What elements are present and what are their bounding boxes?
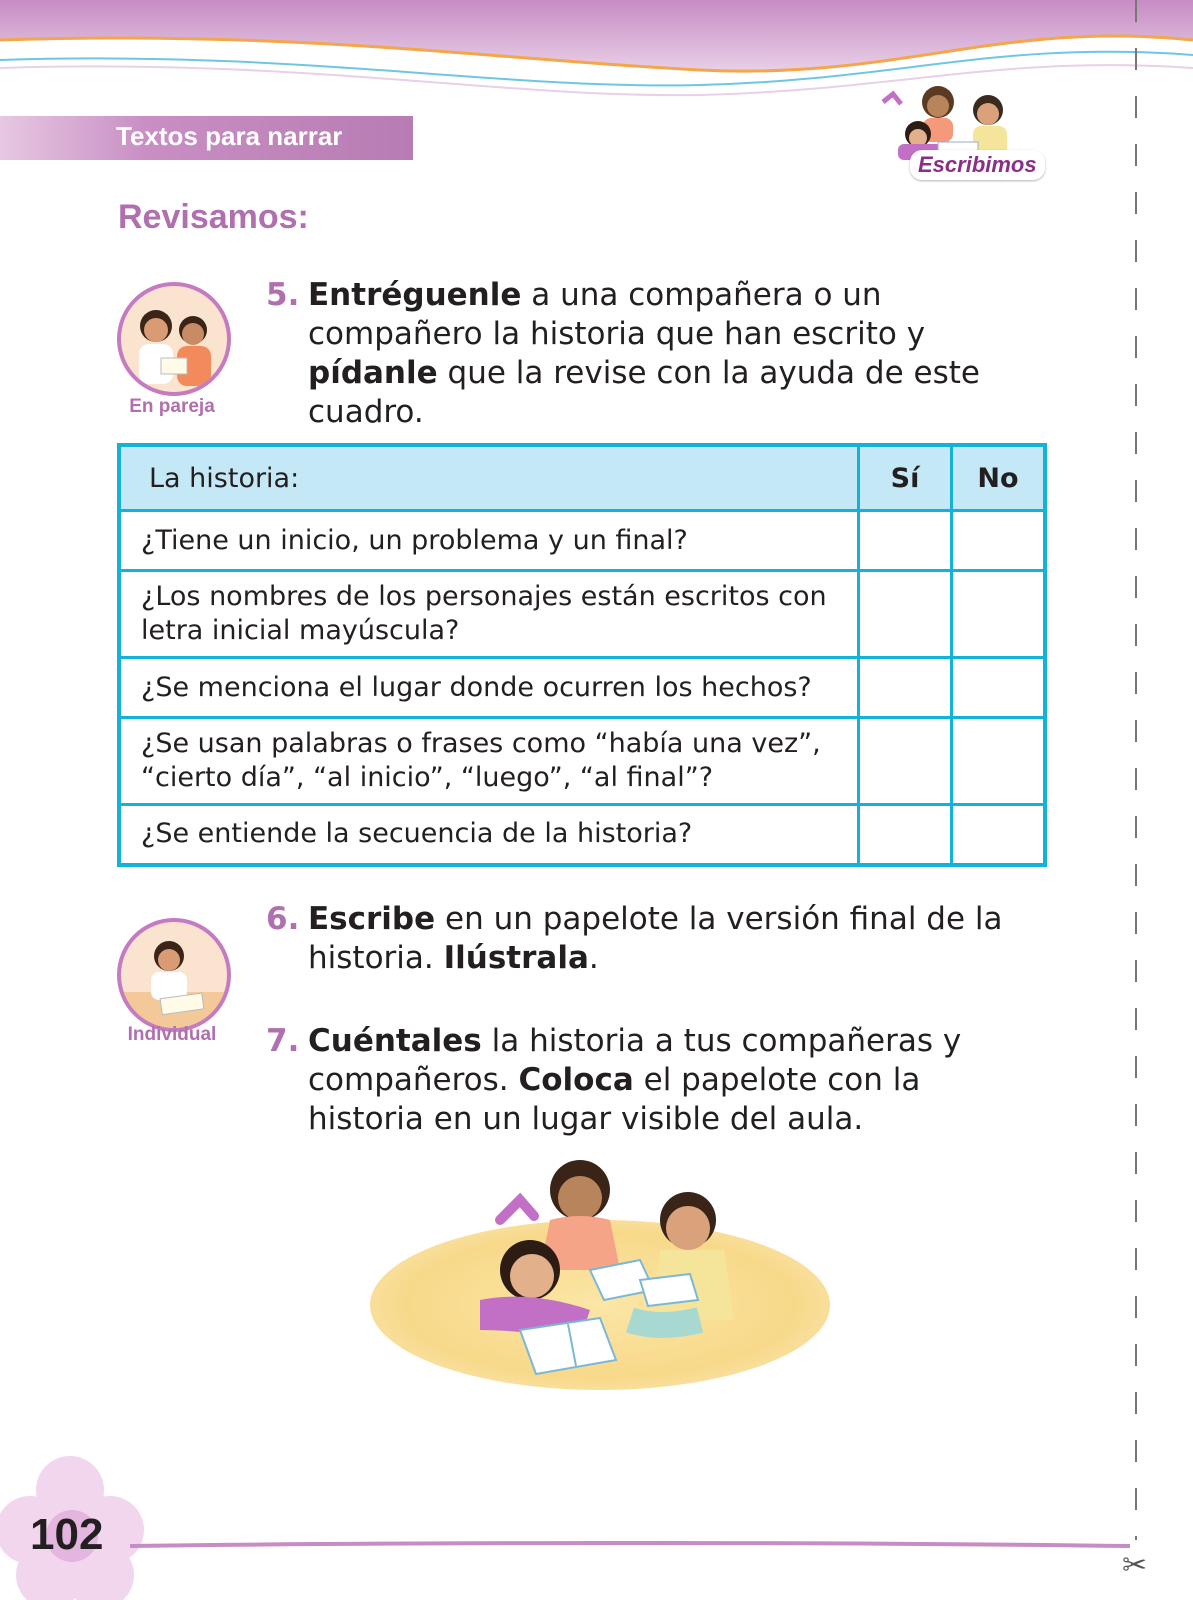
individual-work-avatar xyxy=(117,918,231,1032)
task-6-verb-2: Ilústrala xyxy=(443,940,589,976)
review-checklist-table xyxy=(117,443,1047,867)
no-checkbox-cell[interactable] xyxy=(952,658,1046,718)
individual-mode-label: Individual xyxy=(127,1024,217,1045)
scissors-icon: ✂ xyxy=(1122,1548,1148,1583)
task-5-text-2: que la revise con la ayuda de este cuadro. xyxy=(308,355,980,430)
pair-work-avatar xyxy=(117,282,231,396)
row-question: ¿Los nombres de los personajes están escritos con letra inicial mayúscula? xyxy=(119,571,859,658)
table-row xyxy=(119,571,1045,658)
table-row xyxy=(119,718,1045,805)
section-tab xyxy=(0,116,413,160)
cut-dashed-line xyxy=(1134,0,1138,1600)
yes-checkbox-cell[interactable] xyxy=(859,718,952,805)
task-5-number: 5. xyxy=(266,277,300,313)
yes-checkbox-cell[interactable] xyxy=(859,571,952,658)
section-tab-label: Textos para narrar xyxy=(116,121,343,151)
page-number: 102 xyxy=(30,1510,104,1559)
no-checkbox-cell[interactable] xyxy=(952,805,1046,865)
task-6-instruction xyxy=(266,900,1006,978)
yes-checkbox-cell[interactable] xyxy=(859,805,952,865)
yes-checkbox-cell[interactable] xyxy=(859,511,952,571)
task-7-instruction xyxy=(266,1022,1006,1139)
child-writing-icon xyxy=(121,922,227,1028)
no-checkbox-cell[interactable] xyxy=(952,571,1046,658)
row-question: ¿Se usan palabras o frases como “había una vez”, “cierto día”, “al inicio”, “luego”, “al final”? xyxy=(119,718,859,805)
task-5-text-1: a una compañera o un compañero la historia que han escrito y xyxy=(308,277,926,352)
task-5-instruction xyxy=(266,276,996,432)
header-question: La historia: xyxy=(119,445,859,511)
task-6-text-1: en un papelote la versión final de la historia. xyxy=(308,901,1003,976)
task-6-verb-1: Escribe xyxy=(308,901,436,937)
page-title: Revisamos: xyxy=(118,198,309,236)
table-header-row xyxy=(119,445,1045,511)
task-5-verb-2: pídanle xyxy=(308,355,438,391)
pair-mode-label: En pareja xyxy=(129,396,215,417)
task-7-text-2: el papelote con la historia en un lugar visible del aula. xyxy=(308,1062,921,1137)
yes-checkbox-cell[interactable] xyxy=(859,658,952,718)
task-5-verb-1: Entréguenle xyxy=(308,277,522,313)
children-reading-illustration xyxy=(440,1150,800,1410)
row-question: ¿Tiene un inicio, un problema y un final? xyxy=(119,511,859,571)
row-question: ¿Se menciona el lugar donde ocurren los hechos? xyxy=(119,658,859,718)
task-7-verb-2: Coloca xyxy=(518,1062,634,1098)
bottom-rule xyxy=(130,1540,1130,1550)
task-7-number: 7. xyxy=(266,1023,300,1059)
no-checkbox-cell[interactable] xyxy=(952,511,1046,571)
badge-label: Escribimos xyxy=(910,150,1045,180)
table-row xyxy=(119,658,1045,718)
header-yes: Sí xyxy=(859,445,952,511)
table-row xyxy=(119,805,1045,865)
task-6-text-2: . xyxy=(588,940,599,976)
row-question: ¿Se entiende la secuencia de la historia? xyxy=(119,805,859,865)
no-checkbox-cell[interactable] xyxy=(952,718,1046,805)
task-7-text-1: la historia a tus compañeras y compañeros. xyxy=(308,1023,962,1098)
pair-children-icon xyxy=(121,286,227,392)
task-7-verb-1: Cuéntales xyxy=(308,1023,482,1059)
header-no: No xyxy=(952,445,1046,511)
task-6-number: 6. xyxy=(266,901,300,937)
table-row xyxy=(119,511,1045,571)
